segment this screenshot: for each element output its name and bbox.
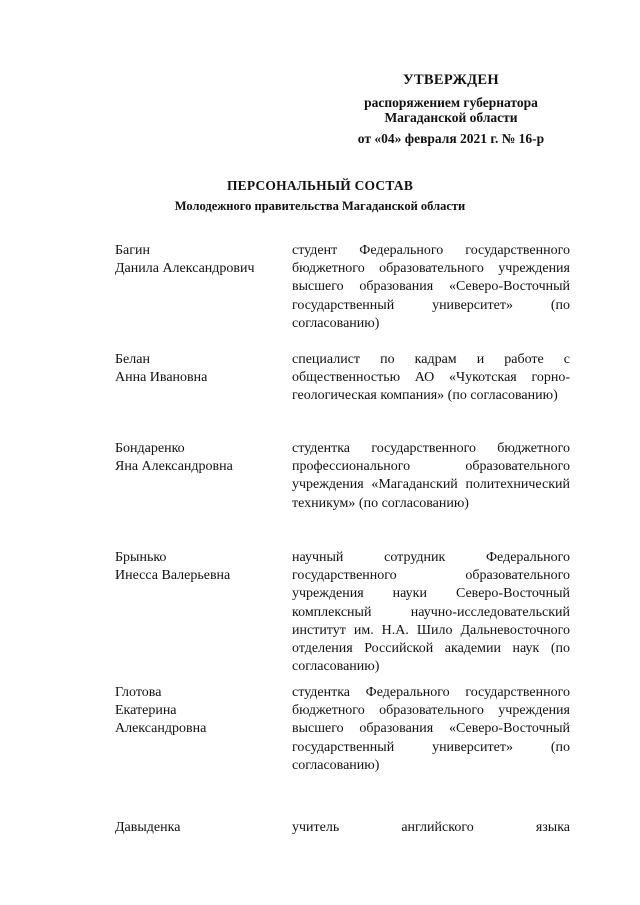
member-name	[115, 242, 285, 278]
member-description: учитель английского языка	[292, 820, 570, 835]
member-description: студентка государственного бюджетного профессионального образовательного учреждения «Магаданский политехнический техникум» (по согласованию)	[292, 441, 570, 511]
approval-authority: распоряжением губернатора	[364, 95, 538, 110]
member-surname: Бондаренко	[115, 441, 185, 456]
member-surname: Белан	[115, 352, 150, 367]
member-given-name: Екатерина	[115, 703, 177, 719]
member-patronymic: Александровна	[115, 721, 207, 737]
member-surname: Глотова	[115, 685, 162, 700]
member-given-name: Яна Александровна	[115, 459, 233, 475]
member-given-name: Анна Ивановна	[115, 370, 208, 386]
document-subtitle: Молодежного правительства Магаданской области	[174, 199, 466, 213]
member-entry	[115, 242, 570, 351]
member-name	[115, 819, 285, 837]
member-name	[115, 351, 285, 387]
member-description: студентка Федерального государственного бюджетного образовательного учреждения высшего образования «Северо-Восточный государственный университет» (по согласованию)	[292, 685, 570, 773]
members-list	[115, 242, 570, 837]
member-entry	[115, 819, 570, 837]
approval-title: УТВЕРЖДЕН	[403, 72, 499, 88]
member-given-name: Инесса Валерьевна	[115, 568, 231, 584]
member-name	[115, 684, 285, 739]
member-entry	[115, 440, 570, 549]
member-entry	[115, 684, 570, 819]
member-surname: Давыденка	[115, 820, 181, 835]
approval-date: от «04» февраля 2021 г. № 16-р	[357, 131, 545, 146]
approval-region: Магаданской области	[384, 110, 518, 125]
member-description: специалист по кадрам и работе с общественностью АО «Чукотская горно-геологическая компания» (по согласованию)	[292, 352, 570, 404]
member-surname: Багин	[115, 243, 150, 258]
member-name	[115, 549, 285, 585]
member-given-name: Данила Александрович	[115, 261, 255, 277]
member-entry	[115, 351, 570, 440]
document-title: ПЕРСОНАЛЬНЫЙ СОСТАВ	[226, 178, 414, 193]
member-surname: Брынько	[115, 550, 167, 565]
member-description: научный сотрудник Федерального государственного образовательного учреждения науки Северо-Восточный комплексный научно-исследовательский институт им. Н.А. Шило Дальневосточного отделения Российской академии наук (по согласованию)	[292, 550, 570, 675]
member-entry	[115, 549, 570, 684]
member-name	[115, 440, 285, 476]
member-description: студент Федерального государственного бюджетного образовательного учреждения высшего образования «Северо-Восточный государственный университет» (по согласованию)	[292, 243, 570, 331]
